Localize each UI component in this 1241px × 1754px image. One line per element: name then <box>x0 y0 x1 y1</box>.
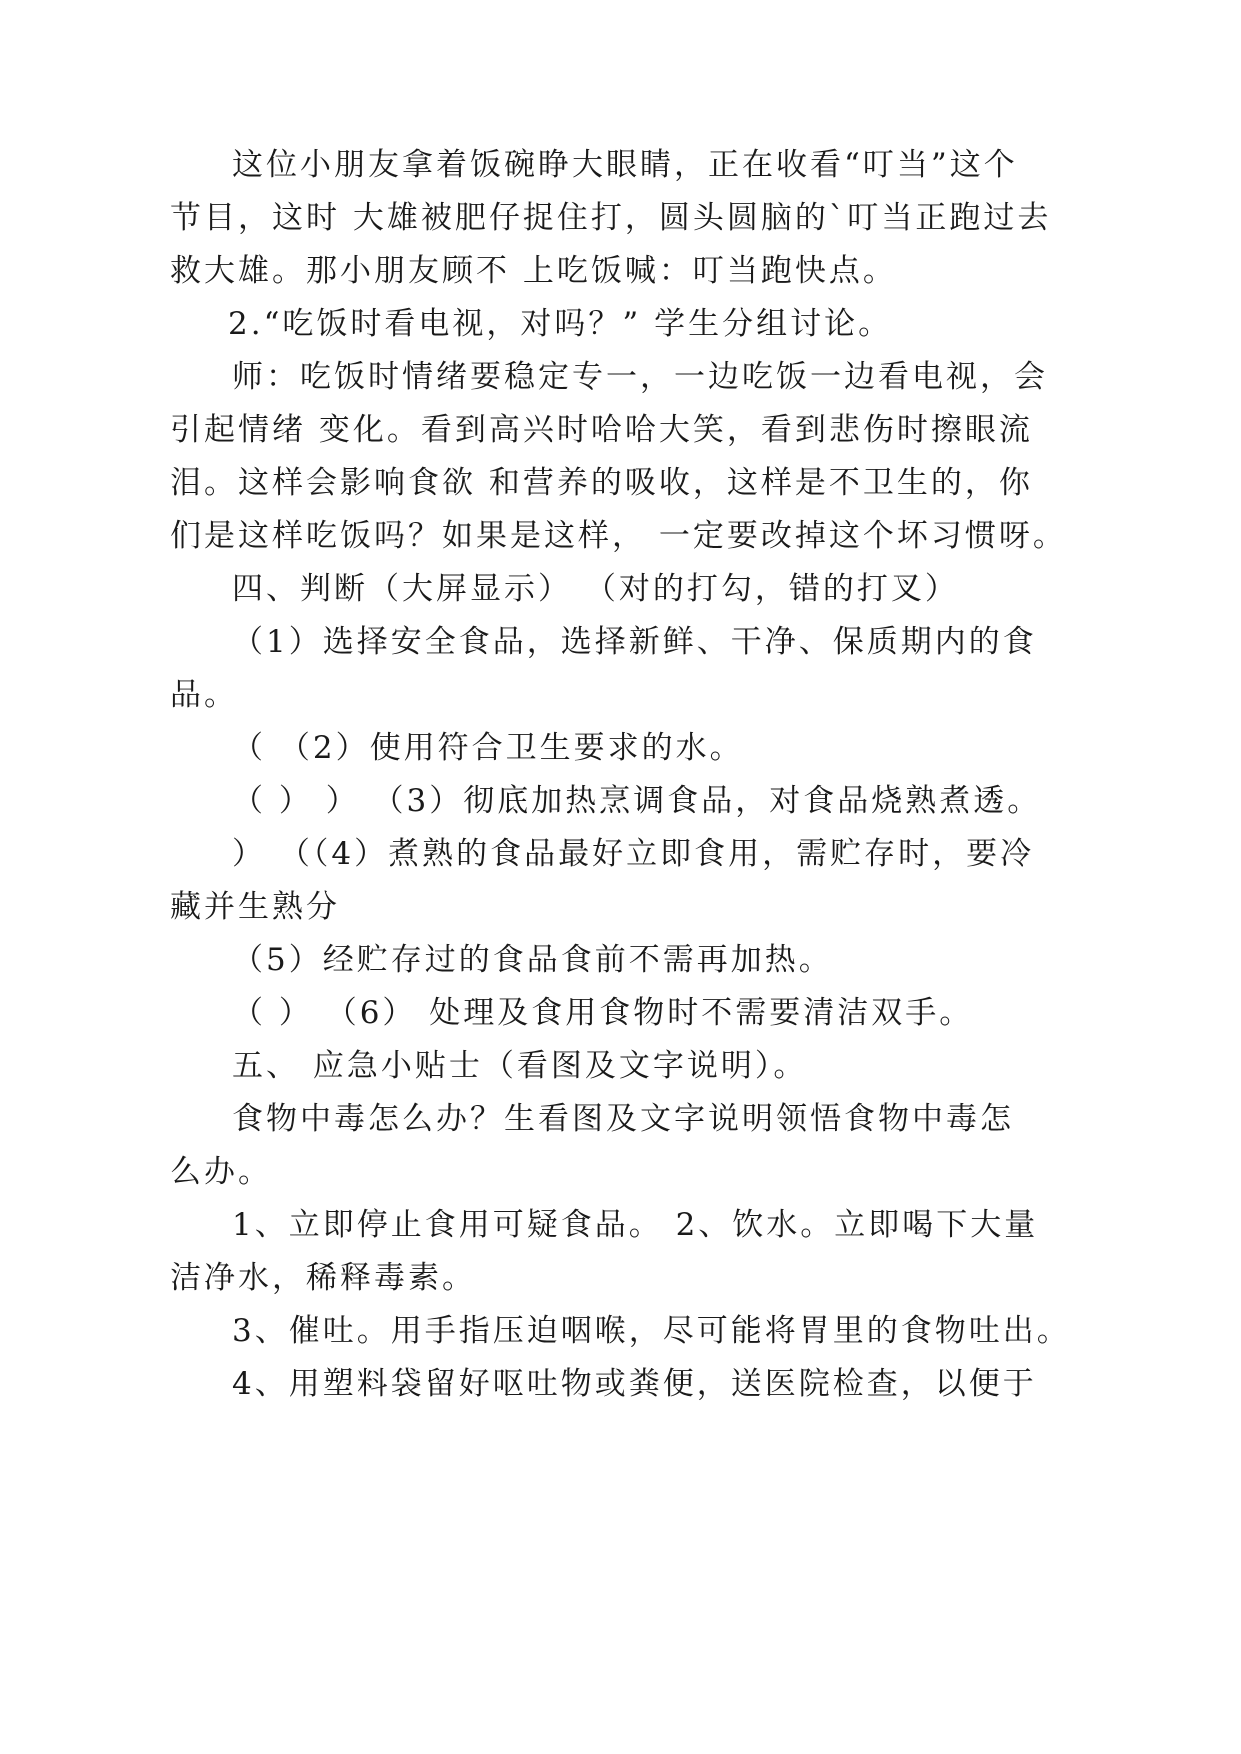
text-line-1: 这位小朋友拿着饭碗睁大眼睛，正在收看“叮当”这个 <box>232 147 1018 183</box>
text-line-21: 1、立即停止食用可疑食品。 2、饮水。立即喝下大量 <box>232 1207 1039 1243</box>
text-line-18: 五、 应急小贴士（看图及文字说明）。 <box>232 1048 808 1084</box>
text-line-7: 泪。这样会影响食欲 和营养的吸收，这样是不卫生的，你 <box>170 465 1033 501</box>
text-line-14: ） （（4）煮熟的食品最好立即食用，需贮存时，要冷 <box>232 836 1035 872</box>
text-line-16: （5）经贮存过的食品食前不需再加热。 <box>232 942 833 978</box>
text-line-6: 引起情绪 变化。看到高兴时哈哈大笑，看到悲伤时擦眼流 <box>170 412 1033 448</box>
text-line-8: 们是这样吃饭吗？如果是这样， 一定要改掉这个坏习惯呀。 <box>170 518 1067 554</box>
text-line-12: （ （2）使用符合卫生要求的水。 <box>232 730 744 766</box>
text-line-4: 2.“吃饭时看电视，对吗？” 学生分组讨论。 <box>228 306 893 342</box>
text-line-9: 四、判断（大屏显示） （对的打勾，错的打叉） <box>232 571 959 607</box>
text-line-17: （ ） （6） 处理及食用食物时不需要清洁双手。 <box>232 995 974 1031</box>
text-line-22: 洁净水，稀释毒素。 <box>170 1260 476 1296</box>
text-line-19: 食物中毒怎么办？生看图及文字说明领悟食物中毒怎 <box>232 1101 1014 1137</box>
text-line-23: 3、催吐。用手指压迫咽喉，尽可能将胃里的食物吐出。 <box>232 1313 1071 1349</box>
text-line-15: 藏并生熟分 <box>170 889 340 925</box>
text-line-24: 4、用塑料袋留好呕吐物或粪便，送医院检查，以便于 <box>232 1366 1037 1402</box>
text-line-3: 救大雄。那小朋友顾不 上吃饭喊：叮当跑快点。 <box>170 253 897 289</box>
text-line-5: 师：吃饭时情绪要稳定专一，一边吃饭一边看电视，会 <box>232 359 1048 395</box>
text-line-11: 品。 <box>170 677 238 713</box>
text-line-20: 么办。 <box>170 1154 272 1190</box>
text-line-13: （ ） ） （3）彻底加热烹调食品，对食品烧熟煮透。 <box>232 783 1042 819</box>
text-line-10: （1）选择安全食品，选择新鲜、干净、保质期内的食 <box>232 624 1037 660</box>
text-line-2: 节目，这时 大雄被肥仔捉住打，圆头圆脑的`叮当正跑过去 <box>170 200 1052 236</box>
